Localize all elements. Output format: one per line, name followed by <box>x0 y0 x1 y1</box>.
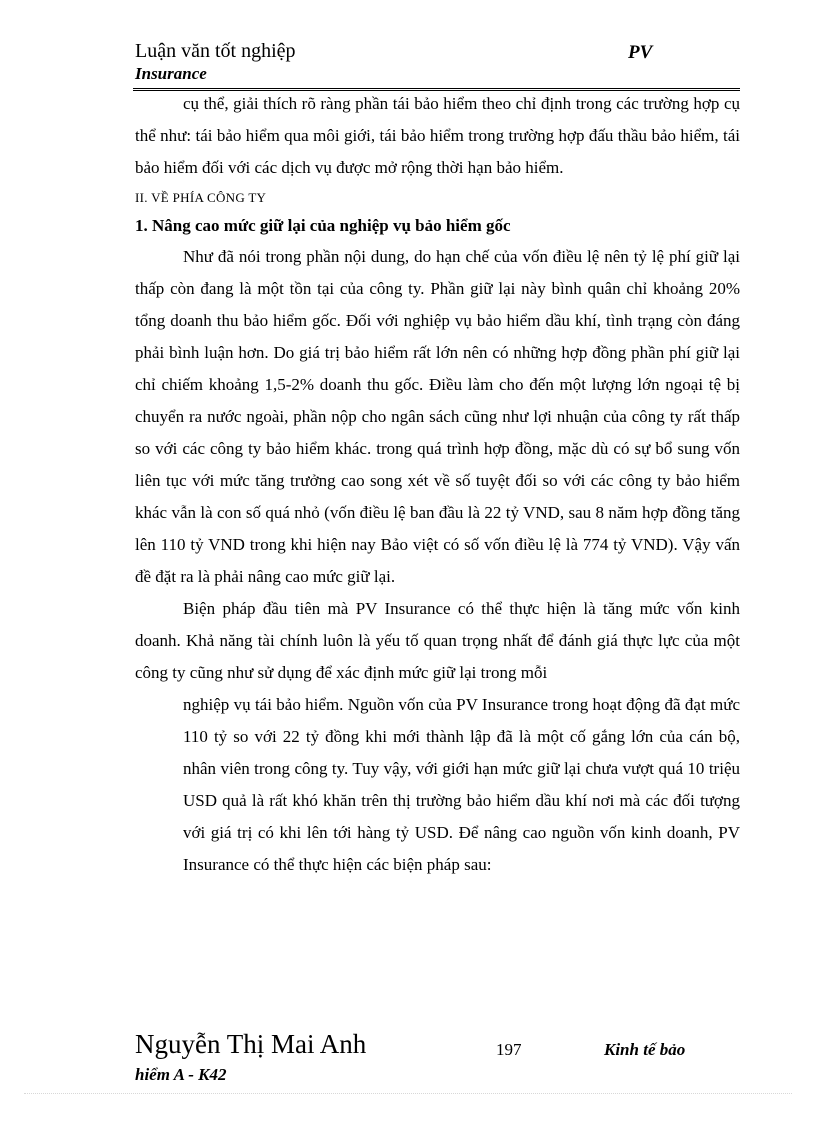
footer-author-name: Nguyễn Thị Mai Anh <box>135 1029 367 1059</box>
header-company: PV <box>628 42 653 63</box>
subheading: 1. Nâng cao mức giữ lại của nghiệp vụ bảo hiểm gốc <box>135 216 511 235</box>
section-heading: II. VỀ PHÍA CÔNG TY <box>135 190 267 205</box>
footer-department-continued: hiểm A - K42 <box>135 1065 227 1084</box>
document-body <box>135 88 740 881</box>
header-company-continued: Insurance <box>135 64 207 83</box>
footer-department: Kinh tế bảo <box>604 1040 686 1059</box>
paragraph-intro: cụ thể, giải thích rõ ràng phần tái bảo hiểm theo chỉ định trong các trường hợp cụ thể như: tái bảo hiểm qua môi giới, tái bảo hiểm trong trường hợp đấu thầu bảo hiểm, tái bảo hiểm đối với các dịch vụ được mở rộng thời hạn bảo hiểm. <box>135 94 740 177</box>
paragraph-1: Như đã nói trong phần nội dung, do hạn chế của vốn điều lệ nên tỷ lệ phí giữ lại thấp còn đang là một tồn tại của công ty. Phần giữ lại này bình quân chỉ khoảng 20% tổng doanh thu bảo hiểm gốc. Đối với nghiệp vụ bảo hiểm dầu khí, tình trạng còn đáng phải bình luận hơn. Do giá trị bảo hiểm rất lớn nên có những hợp đồng phần phí giữ lại chỉ chiếm khoảng 1,5-2% doanh thu gốc. Điều làm cho đến một lượng lớn ngoại tệ bị chuyển ra nước ngoài, phần nộp cho ngân sách cũng như lợi nhuận của công ty rất thấp so với các công ty bảo hiểm khác. trong quá trình hợp đồng, mặc dù có sự bổ sung vốn liên tục với mức tăng trưởng cao song xét về số tuyệt đối so với các công ty bảo hiểm khác vẫn là con số quá nhỏ (vốn điều lệ ban đầu là 22 tỷ VND, sau 8 năm hợp đồng tăng lên 110 tỷ VND trong khi hiện nay Bảo việt có số vốn điều lệ là 774 tỷ VND). Vậy vấn đề đặt ra là phải nâng cao mức giữ lại. <box>135 247 740 586</box>
paragraph-2: Biện pháp đầu tiên mà PV Insurance có thể thực hiện là tăng mức vốn kinh doanh. Khả năng tài chính luôn là yếu tố quan trọng nhất để đánh giá thực lực của một công ty cũng như sử dụng để xác định mức giữ lại trong mỗi <box>135 599 740 682</box>
header-title: Luận văn tốt nghiệp <box>135 40 296 62</box>
page-bottom-border <box>24 1093 792 1094</box>
page-number: 197 <box>496 1040 522 1059</box>
paragraph-3: nghiệp vụ tái bảo hiểm. Nguồn vốn của PV Insurance trong hoạt động đã đạt mức 110 tỷ so với 22 tỷ đồng khi mới thành lập đã là một cố gắng lớn của cán bộ, nhân viên trong công ty. Tuy vậy, với giới hạn mức giữ lại chưa vượt quá 10 triệu USD quả là rất khó khăn trên thị trường bảo hiểm dầu khí nơi mà các đối tượng với giá trị có khi lên tới hàng tỷ USD. Để nâng cao nguồn vốn kinh doanh, PV Insurance có thể thực hiện các biện pháp sau: <box>183 695 740 874</box>
